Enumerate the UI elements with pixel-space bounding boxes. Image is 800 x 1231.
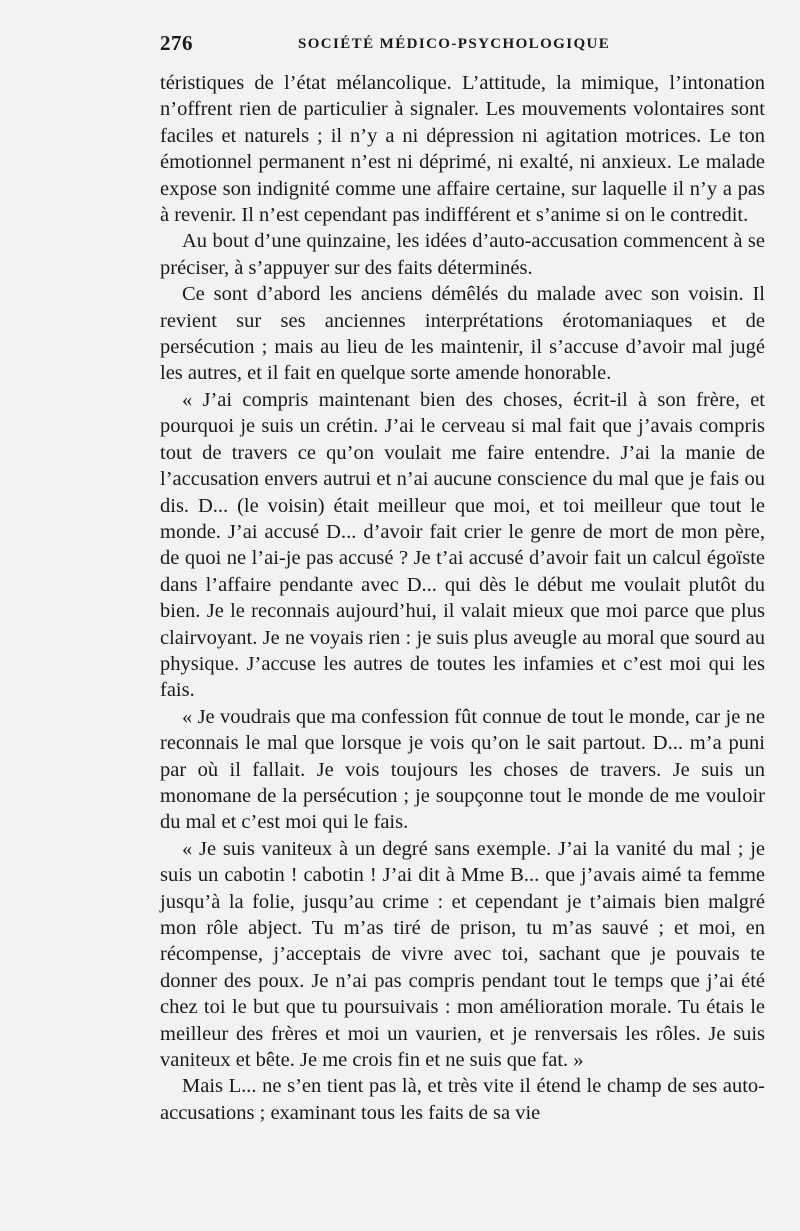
paragraph-quote-1: « J’ai compris maintenant bien des choses, écrit-il à son frère, et pourquoi je suis un crétin. J’ai le cerveau si mal fait que j’avais compris tout de travers ce qu’on voulait me faire entendre. J’ai la manie de l’accusation envers autrui et n’ai aucune conscience du mal que je fais ou dis. D... (le voisin) était meilleur que moi, et toi meilleur que tout le monde. J’ai accusé D... d’avoir fait crier le genre de mort de mon père, de quoi ne l’ai-je pas accusé ? Je t’ai accusé d’avoir fait un calcul égoïste dans l’affaire pendante avec D... qui dès le début me voulait plutôt du bien. Je le reconnais aujourd’hui, il valait mieux que moi parce que plus clairvoyant. Je ne voyais rien : je suis plus aveugle au moral que sourd au physique. J’accuse les autres de toutes les infamies et c’est moi qui les fais.: [160, 388, 765, 702]
page-body: [160, 70, 765, 1126]
paragraph-auto-accusation: Au bout d’une quinzaine, les idées d’auto-accusation commencent à se préciser, à s’appuyer sur des faits déterminés.: [160, 230, 765, 279]
paragraph-continuation: téristiques de l’état mélancolique. L’attitude, la mimique, l’intonation n’offrent rien de particulier à signaler. Les mouvements volontaires sont faciles et naturels ; il n’y a ni dépression ni agitation motrices. Le ton émotionnel permanent n’est ni déprimé, ni exalté, ni anxieux. Le malade expose son indignité comme une affaire certaine, sur laquelle il n’y a pas à revenir. Il n’est cependant pas indifférent et s’anime si on le contredit.: [160, 72, 765, 227]
page-header: [160, 28, 765, 62]
page-number: 276: [160, 31, 193, 55]
paragraph-quote-3: « Je suis vaniteux à un degré sans exemple. J’ai la vanité du mal ; je suis un cabotin ! cabotin ! J’ai dit à Mme B... que j’avais aimé ta femme jusqu’à la folie, jusqu’au crime : et cependant je t’aimais bien malgré mon rôle abject. Tu m’as tiré de prison, tu m’as sauvé ; et moi, en récompense, j’acceptais de vivre avec toi, sachant que je pouvais te donner des poux. Je n’ai pas compris pendant tout le temps que j’ai été chez toi le but que tu poursuivais : mon amélioration morale. Tu étais le meilleur des frères et moi un vaurien, et je renversais les rôles. Je suis vaniteux et bête. Je me crois fin et ne suis que fat. »: [160, 837, 765, 1072]
book-page: [160, 28, 765, 1126]
running-head: SOCIÉTÉ MÉDICO-PSYCHOLOGIQUE: [298, 36, 611, 52]
paragraph-neighbor: Ce sont d’abord les anciens démêlés du malade avec son voisin. Il revient sur ses anciennes interprétations érotomaniaques et de persécution ; mais au lieu de les maintenir, il s’accuse d’avoir mal jugé les autres, et il fait en quelque sorte amende honorable.: [160, 283, 765, 385]
paragraph-quote-2: « Je voudrais que ma confession fût connue de tout le monde, car je ne reconnais le mal que lorsque je vois qu’on le sait partout. D... m’a puni par où il fallait. Je vois toujours les choses de travers. Je suis un monomane de la persécution ; je soupçonne tout le monde de me vouloir du mal et c’est moi qui le fais.: [160, 705, 765, 834]
paragraph-final: Mais L... ne s’en tient pas là, et très vite il étend le champ de ses auto-accusations ; examinant tous les faits de sa vie: [160, 1075, 765, 1124]
